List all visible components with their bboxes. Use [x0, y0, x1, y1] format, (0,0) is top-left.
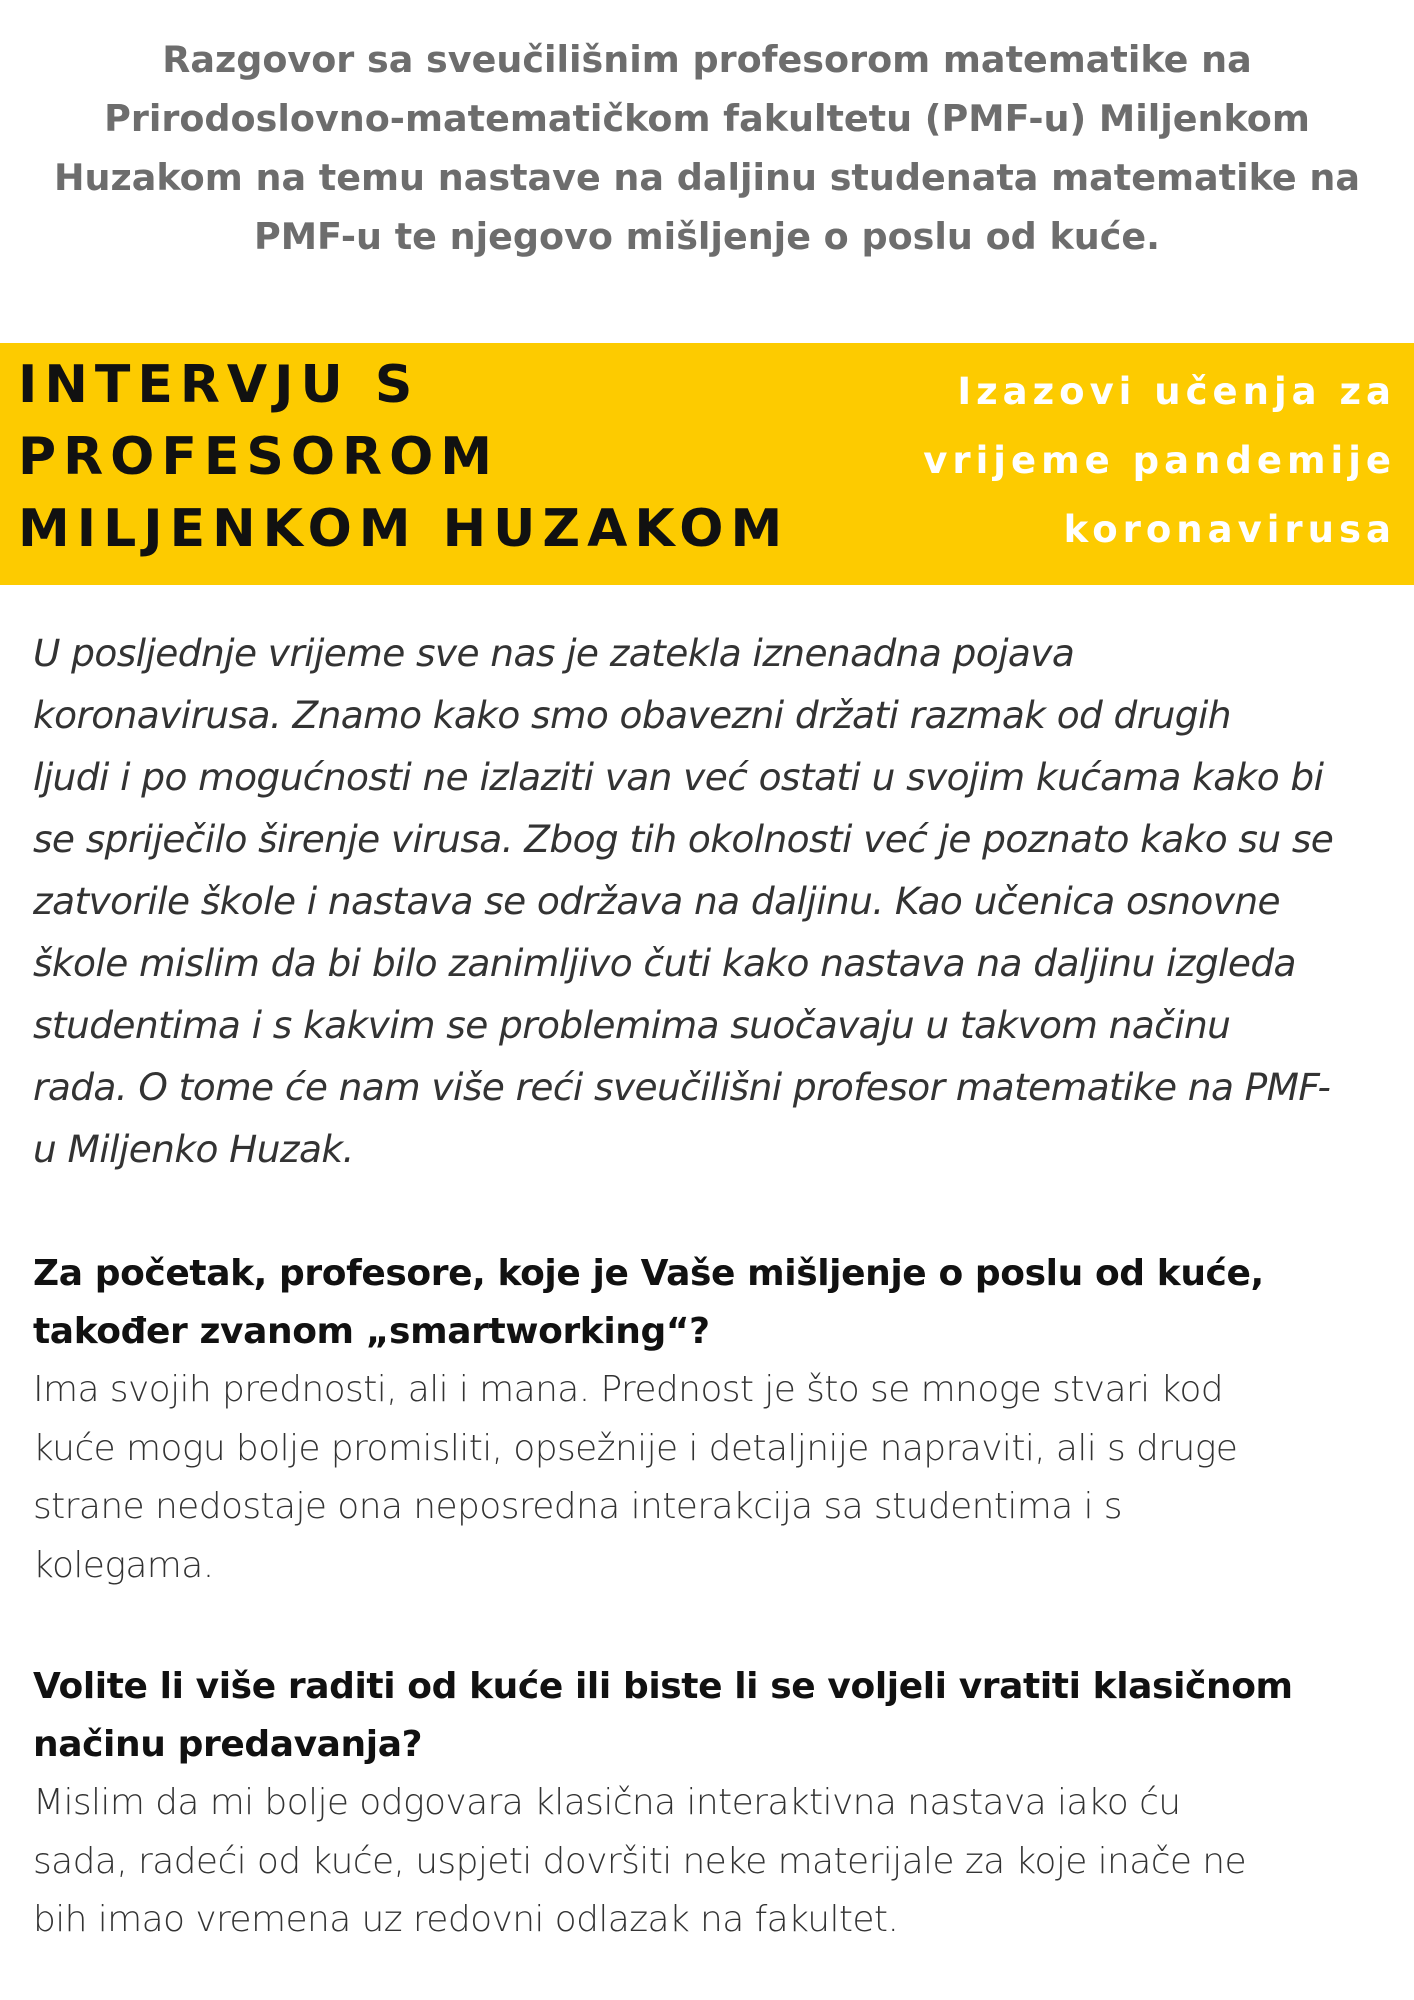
lead-line: ljudi i po mogućnosti ne izlaziti van već ostati u svojim kućama kako bi: [33, 755, 1324, 799]
intro-line: Razgovor sa sveučilišnim profesorom matematike na: [162, 38, 1252, 81]
lead-paragraph: [33, 622, 1393, 1180]
interview-title-line: PROFESOROM: [18, 427, 500, 487]
interview-subtitle-line: vrijeme pandemije: [923, 439, 1396, 482]
qa-block-2: [33, 1658, 1393, 1950]
lead-line: zatvorile škole i nastava se održava na daljinu. Kao učenica osnovne: [33, 879, 1280, 923]
question: [33, 1245, 1393, 1361]
answer-line: bih imao vremena uz redovni odlazak na fakultet.: [33, 1899, 899, 1940]
interview-title-line: INTERVJU S: [18, 355, 420, 415]
intro-line: Huzakom na temu nastave na daljinu studenata matematike na: [53, 156, 1361, 199]
answer: [33, 1774, 1393, 1950]
lead-line: studentima i s kakvim se problemima suočavaju u takvom načinu: [33, 1003, 1231, 1047]
intro-line: PMF-u te njegovo mišljenje o poslu od kuće.: [253, 215, 1160, 258]
question-line: načinu predavanja?: [33, 1724, 423, 1765]
question-line: Volite li više raditi od kuće ili biste li se voljeli vratiti klasičnom: [33, 1666, 1293, 1707]
answer-line: sada, radeći od kuće, uspjeti dovršiti neke materijale za koje inače ne: [33, 1840, 1247, 1882]
answer: [33, 1361, 1393, 1595]
lead-line: U posljednje vrijeme sve nas je zatekla iznenadna pojava: [33, 631, 1075, 675]
lead-line: škole mislim da bi bilo zanimljivo čuti kako nastava na daljinu izgleda: [33, 941, 1296, 985]
question: [33, 1658, 1393, 1774]
interview-title: [18, 349, 789, 565]
answer-line: Mislim da mi bolje odgovara klasična interaktivna nastava iako ću: [33, 1782, 1181, 1823]
answer-line: Ima svojih prednosti, ali i mana. Prednost je što se mnoge stvari kod: [33, 1369, 1224, 1410]
qa-block-1: [33, 1245, 1393, 1595]
interview-subtitle-line: Izazovi učenja za: [957, 370, 1396, 413]
intro-summary: [20, 30, 1394, 266]
question-line: također zvanom „smartworking“?: [33, 1311, 710, 1352]
interview-title-line: MILJENKOM HUZAKOM: [18, 499, 790, 559]
intro-line: Prirodoslovno-matematičkom fakultetu (PMF-u) Miljenkom: [104, 97, 1310, 140]
lead-line: koronavirusa. Znamo kako smo obavezni držati razmak od drugih: [33, 693, 1231, 737]
interview-subtitle-line: koronavirusa: [1063, 508, 1396, 551]
answer-line: strane nedostaje ona neposredna interakcija sa studentima i s: [33, 1486, 1122, 1527]
answer-line: kuće mogu bolje promisliti, opsežnije i detaljnije napraviti, ali s druge: [33, 1427, 1238, 1469]
question-line: Za početak, profesore, koje je Vaše mišljenje o poslu od kuće,: [33, 1253, 1264, 1294]
interview-subtitle: [923, 357, 1396, 564]
title-banner: [0, 343, 1414, 585]
answer-line: kolegama.: [33, 1544, 214, 1586]
lead-line: se spriječilo širenje virusa. Zbog tih okolnosti već je poznato kako su se: [33, 817, 1334, 861]
lead-line: u Miljenko Huzak.: [33, 1127, 354, 1171]
lead-line: rada. O tome će nam više reći sveučilišni profesor matematike na PMF-: [33, 1065, 1331, 1109]
